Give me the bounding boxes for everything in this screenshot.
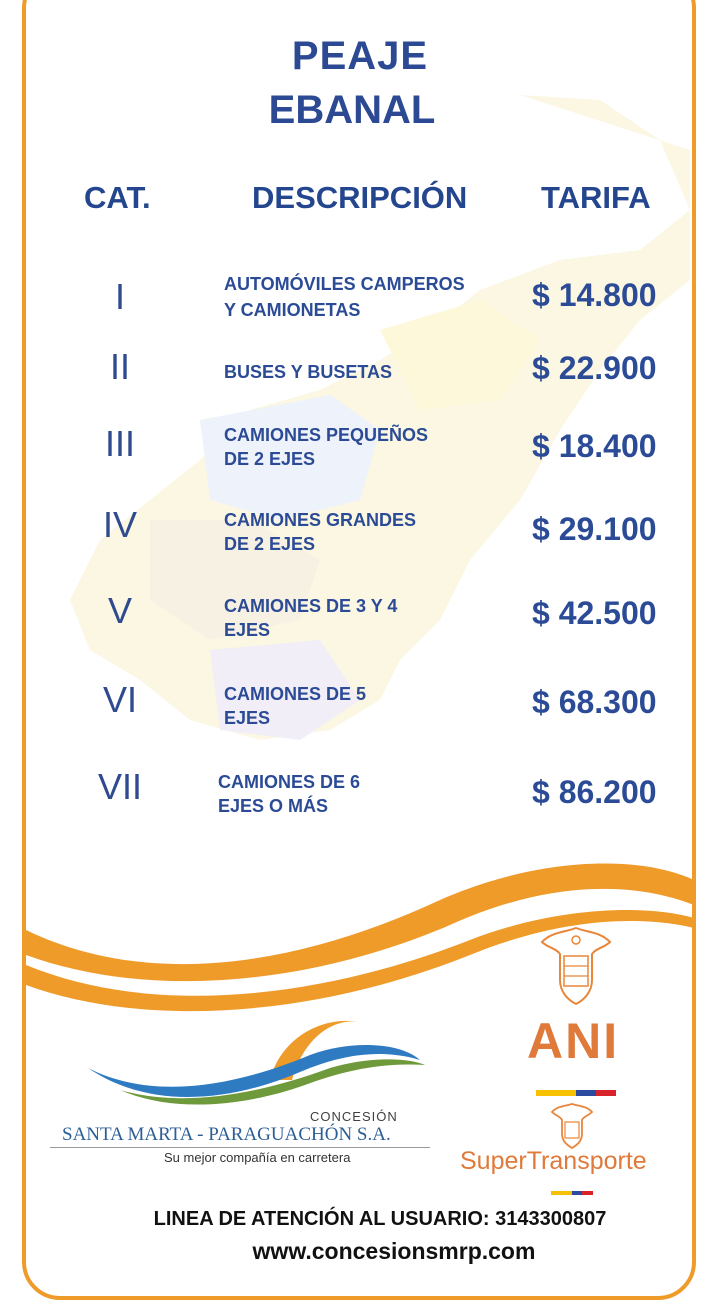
category-price: $ 18.400 [532, 428, 657, 464]
category-description-line2: EJES [224, 708, 271, 728]
column-description: DESCRIPCIÓN [252, 180, 468, 215]
category-description-line1: CAMIONES DE 6 [218, 772, 361, 792]
colombia-flag-stripe [536, 1083, 616, 1089]
toll-title: PEAJE [291, 34, 429, 78]
column-tarifa: TARIFA [541, 180, 651, 215]
category-price: $ 42.500 [532, 595, 657, 631]
supertransporte-crest-icon [548, 1100, 596, 1150]
concession-label: CONCESIÓN [310, 1109, 398, 1124]
concession-name: SANTA MARTA - PARAGUACHÓN S.A. [62, 1124, 391, 1145]
category-description-line2: DE 2 EJES [224, 449, 316, 469]
category-description-line2: EJES [224, 620, 271, 640]
category-numeral: VII [97, 766, 142, 807]
category-numeral: I [114, 276, 125, 317]
concession-divider [50, 1147, 430, 1148]
column-cat: CAT. [84, 180, 151, 215]
category-price: $ 22.900 [532, 350, 657, 386]
toll-name: EBANAL [268, 88, 436, 132]
website-link[interactable]: www.concesionsmrp.com [252, 1238, 536, 1264]
category-description-line1: CAMIONES PEQUEÑOS [224, 425, 429, 445]
category-description-line1: CAMIONES DE 5 [224, 684, 367, 704]
concession-slogan: Su mejor compañía en carretera [164, 1150, 351, 1165]
category-numeral: IV [102, 504, 137, 545]
category-price: $ 68.300 [532, 684, 657, 720]
ani-logo-text: ANI [527, 1013, 620, 1069]
category-description-line2: Y CAMIONETAS [224, 300, 361, 320]
category-description-line2: DE 2 EJES [224, 534, 316, 554]
category-numeral: II [109, 346, 130, 387]
customer-service-line: LINEA DE ATENCIÓN AL USUARIO: 3143300807 [153, 1208, 607, 1230]
category-description-line2: EJES O MÁS [218, 796, 329, 816]
supertransporte-flag-stripe [551, 1182, 593, 1186]
category-description-line1: CAMIONES GRANDES [224, 510, 417, 530]
category-numeral: VI [102, 679, 137, 720]
coat-of-arms-icon [536, 922, 616, 1010]
concession-logo-icon [80, 1010, 430, 1110]
category-price: $ 29.100 [532, 511, 657, 547]
supertransporte-logo-text: SuperTransporte [460, 1147, 647, 1175]
category-numeral: III [104, 423, 135, 464]
category-description-line1: BUSES Y BUSETAS [224, 362, 393, 382]
category-description-line1: CAMIONES DE 3 Y 4 [224, 596, 398, 616]
category-price: $ 86.200 [532, 774, 657, 810]
category-description-line1: AUTOMÓVILES CAMPEROS [224, 274, 465, 294]
category-numeral: V [107, 590, 132, 631]
category-price: $ 14.800 [532, 277, 657, 313]
